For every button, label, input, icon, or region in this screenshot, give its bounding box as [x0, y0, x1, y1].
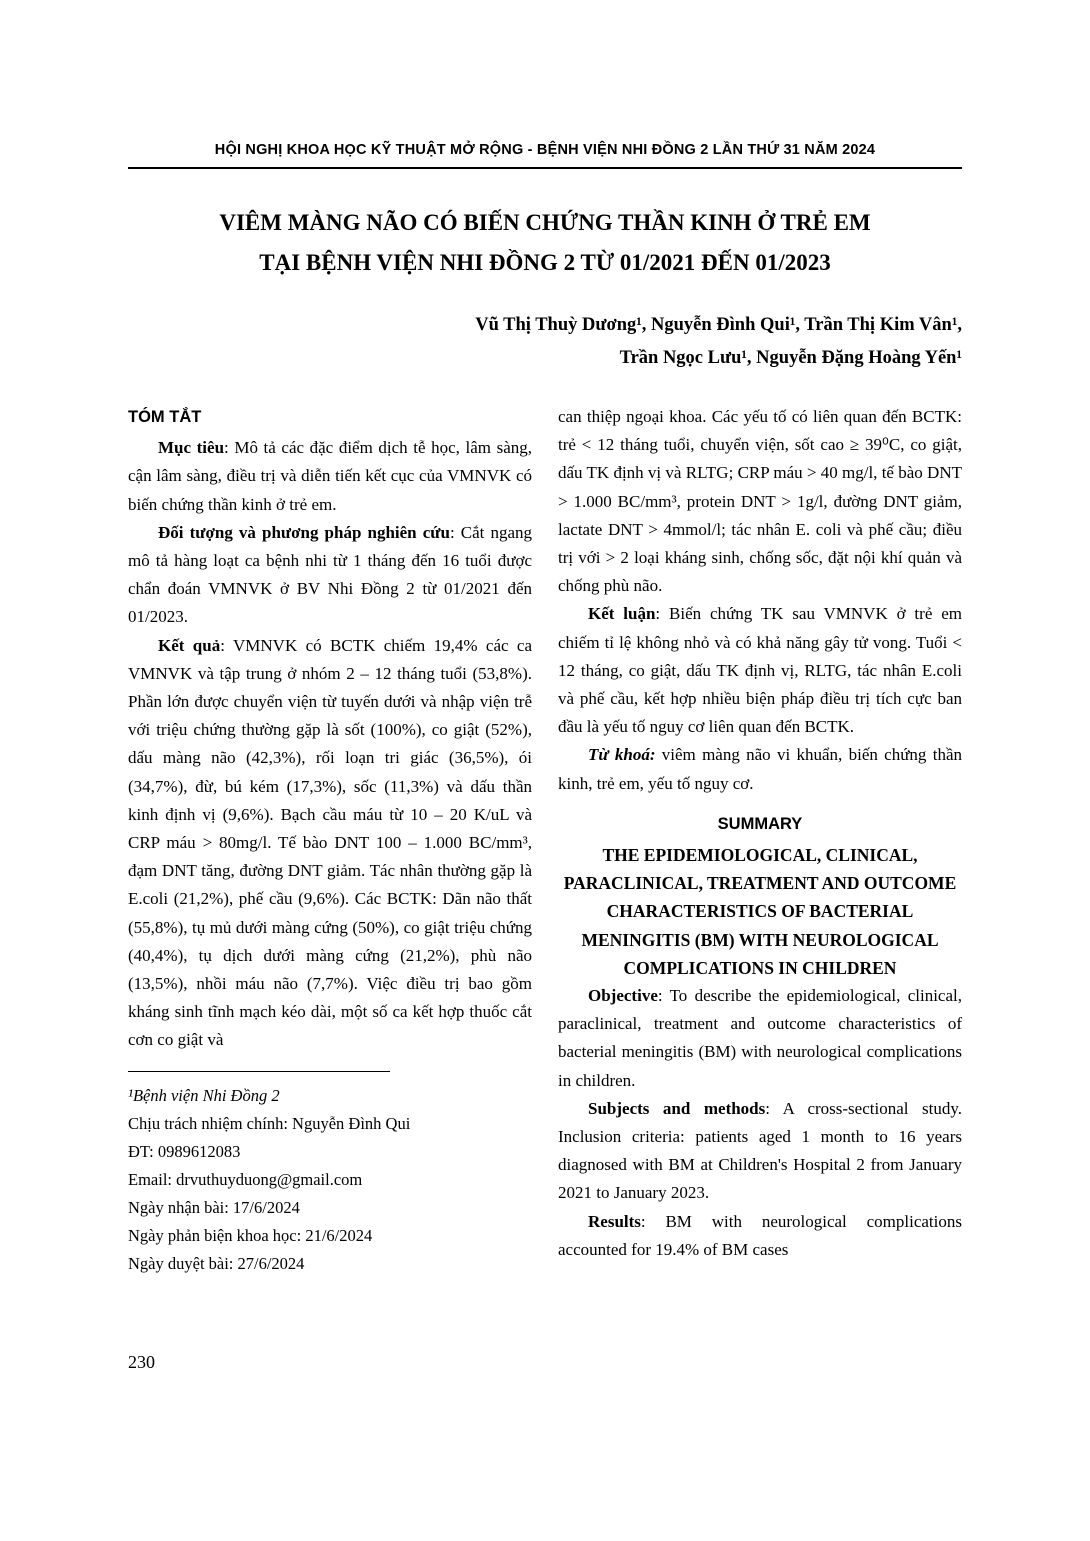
summary-title: THE EPIDEMIOLOGICAL, CLINICAL, PARACLINICAL, TREATMENT AND OUTCOME CHARACTERISTICS OF BACTERIAL MENINGITIS (BM) WITH NEUROLOGICAL COMPLICATIONS IN CHILDREN [563, 845, 957, 978]
summary-results-lead: Results [588, 1211, 641, 1231]
conference-title: HỘI NGHỊ KHOA HỌC KỸ THUẬT MỞ RỘNG - BỆNH VIỆN NHI ĐỒNG 2 LẦN THỨ 31 NĂM 2024 [214, 142, 876, 158]
abstract-objective-text: : Mô tả các đặc điểm dịch tễ học, lâm sàng, cận lâm sàng, điều trị và diễn tiến kết cục của VMNVK có biến chứng thần kinh ở trẻ em. [128, 438, 533, 514]
abstract-keywords-lead: Từ khoá: [588, 745, 656, 765]
footnote-received-date: Ngày nhận bài: 17/6/2024 [128, 1197, 300, 1217]
abstract-results-text: : VMNVK có BCTK chiếm 19,4% các ca VMNVK và tập trung ở nhóm 2 – 12 tháng tuổi (53,8%). Phần lớn được chuyển viện từ tuyến dưới và nhập viện trễ với triệu chứng thường gặp là sốt (100%), co giật (52%), dấu màng não (42,3%), rối loạn tri giác (36,5%), ói (34,7%), đừ, bú kém (17,3%), sốc (11,3%) và dấu thần kinh định vị (9,6%). Bạch cầu máu từ 10 – 20 K/uL và CRP máu > 80mg/l. Tế bào DNT 100 – 1.000 BC/mm³, đạm DNT tăng, đường DNT giảm. Tác nhân thường gặp là E.coli (21,2%), phế cầu (9,6%). Các BCTK: Dãn não thất (55,8%), tụ mủ dưới màng cứng (50%), co giật triệu chứng (40,4%), tụ dịch dưới màng cứng (21,2%), phù não (13,5%), nhồi máu não (7,7%). Việc điều trị bao gồm kháng sinh tĩnh mạch kéo dài, một số ca kết hợp thuốc cắt cơn co giật và [128, 635, 533, 1050]
summary-objective-lead: Objective [588, 986, 658, 1006]
abstract-methods-paragraph [128, 519, 532, 632]
right-column [558, 403, 962, 1278]
article-title-line2: TẠI BỆNH VIỆN NHI ĐỒNG 2 TỪ 01/2021 ĐẾN 01/2023 [259, 250, 831, 275]
summary-subjects-paragraph [558, 1095, 962, 1208]
abstract-results-lead: Kết quả [158, 635, 221, 655]
footnote-email: Email: drvuthuyduong@gmail.com [128, 1169, 363, 1189]
footnote-review-date: Ngày phản biện khoa học: 21/6/2024 [128, 1225, 373, 1245]
abstract-objective-paragraph [128, 434, 532, 519]
summary-subjects-lead: Subjects and methods [588, 1098, 766, 1118]
abstract-continuation-paragraph: can thiệp ngoại khoa. Các yếu tố có liên quan đến BCTK: trẻ < 12 tháng tuổi, chuyển viện, sốt cao ≥ 39⁰C, co giật, dấu TK định vị và RLTG; CRP máu > 40 mg/l, tế bào DNT > 1.000 BC/mm³, protein DNT > 1g/l, đường DNT giảm, lactate DNT > 4mmol/l; tác nhân E. coli và phế cầu; điều trị với > 2 loại kháng sinh, chống sốc, đặt nội khí quản và chống phù não. [558, 407, 962, 596]
article-title [128, 203, 962, 283]
two-column-body [128, 403, 962, 1278]
abstract-methods-text: : Cắt ngang mô tả hàng loạt ca bệnh nhi từ 1 tháng đến 16 tuổi được chẩn đoán VMNVK ở BV Nhi Đồng 2 từ 01/2021 đến 01/2023. [128, 522, 532, 627]
abstract-conclusion-lead: Kết luận [588, 604, 656, 624]
authors-line2: Trần Ngọc Lưu¹, Nguyễn Đặng Hoàng Yến¹ [619, 348, 962, 368]
footnote-accepted-date: Ngày duyệt bài: 27/6/2024 [128, 1253, 305, 1273]
abstract-heading: TÓM TẮT [128, 408, 202, 426]
footnote-phone: ĐT: 0989612083 [128, 1141, 241, 1161]
footnote-block [128, 1071, 532, 1278]
page-number: 230 [128, 1352, 155, 1372]
abstract-keywords-text: viêm màng não vi khuẩn, biến chứng thần kinh, trẻ em, yếu tố nguy cơ. [558, 745, 962, 793]
summary-results-text: : BM with neurological complications accounted for 19.4% of BM cases [558, 1211, 962, 1259]
abstract-conclusion-paragraph [558, 600, 962, 741]
abstract-results-paragraph [128, 632, 532, 1055]
summary-subjects-text: : A cross-sectional study. Inclusion criteria: patients aged 1 month to 16 years diagnosed with BM at Children's Hospital 2 from January 2021 to January 2023. [558, 1098, 962, 1203]
authors-block [128, 309, 962, 375]
header-divider [128, 167, 962, 169]
left-column [128, 403, 532, 1278]
summary-results-paragraph [558, 1208, 962, 1264]
summary-objective-paragraph [558, 982, 962, 1095]
abstract-conclusion-text: : Biến chứng TK sau VMNVK ở trẻ em chiếm tỉ lệ không nhỏ và có khả năng gây tử vong. Tuổi < 12 tháng, co giật, dấu TK định vị, RLTG, tác nhân E.coli và phế cầu, kết hợp nhiều biện pháp điều trị tích cực ban đầu là yếu tố nguy cơ liên quan đến BCTK. [558, 604, 962, 737]
authors-line1: Vũ Thị Thuỳ Dương¹, Nguyễn Đình Qui¹, Trần Thị Kim Vân¹, [475, 315, 962, 335]
footnote-divider [128, 1071, 390, 1072]
footnote-corresponding-author: Chịu trách nhiệm chính: Nguyễn Đình Qui [128, 1113, 411, 1133]
abstract-methods-lead: Đối tượng và phương pháp nghiên cứu [158, 522, 450, 542]
summary-heading: SUMMARY [717, 814, 803, 833]
abstract-keywords-paragraph [558, 741, 962, 797]
article-title-line1: VIÊM MÀNG NÃO CÓ BIẾN CHỨNG THẦN KINH Ở TRẺ EM [219, 210, 871, 235]
summary-objective-text: : To describe the epidemiological, clinical, paraclinical, treatment and outcome characteristics of bacterial meningitis (BM) with neurological complications in children. [558, 986, 962, 1090]
abstract-objective-lead: Mục tiêu [158, 438, 225, 458]
affiliation-line: ¹Bệnh viện Nhi Đồng 2 [128, 1085, 280, 1105]
running-header [128, 142, 962, 169]
